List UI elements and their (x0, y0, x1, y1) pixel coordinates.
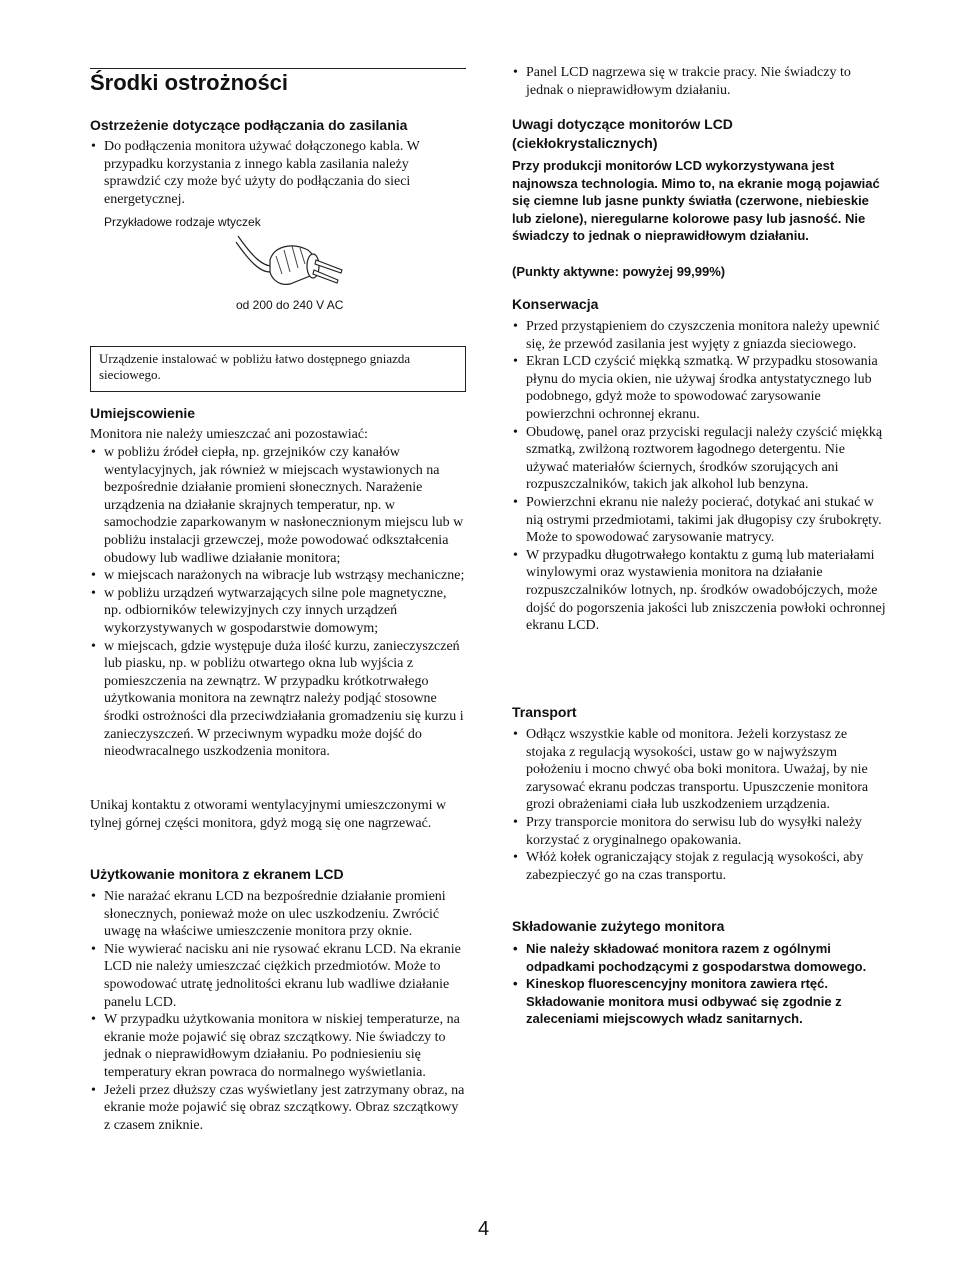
install-note-box: Urządzenie instalować w pobliżu łatwo dostępnego gniazda sieciowego. (90, 346, 466, 392)
transport-list (512, 726, 888, 884)
page-title: Środki ostrożności (90, 70, 289, 95)
list-item: • Włóż kołek ograniczający stojak z regulacją wysokości, aby zabezpieczyć go na czas transportu. (512, 849, 888, 884)
maintenance-heading: Konserwacja (512, 296, 599, 312)
page-number: 4 (478, 1218, 490, 1240)
lcd-notes-heading-2: (ciekłokrystalicznych) (512, 135, 658, 151)
list-item: • W przypadku użytkowania monitora w niskiej temperaturze, na ekranie może pojawić się obraz szczątkowy. Nie świadczy to jednak o nieprawidłowym działaniu. Po podniesieniu się temperatury ekran powraca do normalnego wyświetlania. (90, 1011, 466, 1081)
title-rule (90, 68, 466, 69)
maintenance-list (512, 318, 888, 635)
list-item: • Nie należy składować monitora razem z ogólnymi odpadkami pochodzącymi z gospodarstwa domowego. (512, 940, 888, 975)
list-item: • Jeżeli przez dłuższy czas wyświetlany jest zatrzymany obraz, na ekranie może pojawić się obraz szczątkowy. Obraz szczątkowy z czasem zniknie. (90, 1082, 466, 1135)
plug-caption: Przykładowe rodzaje wtyczek (104, 215, 261, 229)
list-item: • Powierzchni ekranu nie należy pocierać, dotykać ani stukać w nią ostrymi przedmiotami, takimi jak długopisy czy śrubokręty. Może to spowodować zarysowanie matrycy. (512, 494, 888, 547)
list-item: • Nie wywierać nacisku ani nie rysować ekranu LCD. Na ekranie LCD nie należy umieszczać ciężkich przedmiotów. Może to spowodować utratę jednolitości ekranu lub wadliwe działanie panelu LCD. (90, 941, 466, 1011)
lcd-notes-bold-text: Przy produkcji monitorów LCD wykorzystywana jest najnowsza technologia. Mimo to, na ekranie mogą pojawiać się ciemne lub jasne punkty światła (czerwone, niebieskie lub zielone), nieregularne kolorowe pasy lub jasność. Nie świadczy to jednak o nieprawidłowym działaniu. (512, 158, 880, 244)
lcd-notes-heading-1: Uwagi dotyczące monitorów LCD (512, 116, 733, 132)
list-item: • Kineskop fluorescencyjny monitora zawiera rtęć. Składowanie monitora musi odbywać się zgodnie z zaleceniami miejscowych władz sanitarnych. (512, 975, 888, 1028)
list-item: • Panel LCD nagrzewa się w trakcie pracy. Nie świadczy to jednak o nieprawidłowym działaniu. (512, 64, 888, 99)
list-item: • Nie narażać ekranu LCD na bezpośrednie działanie promieni słonecznych, ponieważ może on ulec uszkodzeniu. Zwrócić uwagę na właściwe umieszczenie monitora przy oknie. (90, 888, 466, 941)
lcd-use-heading: Użytkowanie monitora z ekranem LCD (90, 866, 344, 882)
list-item: • Do podłączenia monitora używać dołączonego kabla. W przypadku korzystania z innego kabla zasilania należy sprawdzić czy może być użyty do podłączania do sieci energetycznej. (90, 138, 466, 208)
list-item: • w pobliżu urządzeń wytwarzających silne pole magnetyczne, np. odbiorników telewizyjnych czy innych urządzeń wykorzystywanych w gospodarstwie domowym; (90, 585, 466, 638)
voltage-label: od 200 do 240 V AC (236, 298, 344, 312)
list-item: • W przypadku długotrwałego kontaktu z gumą lub materiałami winylowymi oraz wystawienia monitora na działanie rozpuszczalników lotnych, np. środków owadobójczych, może dojść do pogorszenia jakości lub zniszczenia powłoki ochronnej ekranu LCD. (512, 547, 888, 635)
list-item: • Odłącz wszystkie kable od monitora. Jeżeli korzystasz ze stojaka z regulacją wysokości, ustaw go w najwyższym położeniu i mocno chwyć oba boki monitora. Uważaj, by nie zarysować ekranu podczas transportu. Upuszczenie monitora grozi obrażeniami ciała lub uszkodzeniem urządzenia. (512, 726, 888, 814)
power-list (90, 138, 466, 208)
list-item: • Ekran LCD czyścić miękką szmatką. W przypadku stosowania płynu do mycia okien, nie używaj środka antystatycznego lub podobnego, gdyż może to spowodować zarysowanie powierzchni ochronnej ekranu. (512, 353, 888, 423)
power-heading: Ostrzeżenie dotyczące podłączania do zasilania (90, 117, 408, 133)
location-outro: Unikaj kontaktu z otworami wentylacyjnymi umieszczonymi w tylnej górnej części monitora, gdyż mogą się one nagrzewać. (90, 798, 447, 831)
list-item: • w miejscach, gdzie występuje duża ilość kurzu, zanieczyszczeń lub piasku, np. w pobliżu otwartego okna lub wyjścia z pomieszczenia na zewnątrz. W przypadku krótkotrwałego użytkowania monitora na zewnątrz należy podjąć stosowne środki ostrożności dla przeciwdziałania gromadzeniu się kurzu i zanieczyszczeń. W przeciwnym wypadku może dojść do nieodwracalnego uszkodzenia monitora. (90, 638, 466, 761)
list-item: • Obudowę, panel oraz przyciski regulacji należy czyścić miękką szmatką, zwilżoną roztworem łagodnego detergentu. Nie używać materiałów ściernych, środków szorujących ani rozpuszczalników, takich jak alkohol lub benzyna. (512, 424, 888, 494)
location-list (90, 444, 466, 761)
list-item: • Przy transporcie monitora do serwisu lub do wysyłki należy korzystać z oryginalnego opakowania. (512, 814, 888, 849)
transport-heading: Transport (512, 704, 577, 720)
list-item: • w miejscach narażonych na wibracje lub wstrząsy mechaniczne; (90, 567, 466, 585)
location-intro: Monitora nie należy umieszczać ani pozostawiać: (90, 427, 368, 442)
disposal-list (512, 940, 888, 1028)
lcd-notes-active-points: (Punkty aktywne: powyżej 99,99%) (512, 264, 726, 279)
lcd-use-list (90, 888, 466, 1134)
list-item: • w pobliżu źródeł ciepła, np. grzejników czy kanałów wentylacyjnych, jak również w miejscach wystawionych na bezpośrednie działanie promieni słonecznych. Narażenie urządzenia na działanie skrajnych temperatur, np. w samochodzie zaparkowanym w nasłonecznionym miejscu lub w pobliżu instalacji grzewczej, może powodować odkształcenia obudowy lub wadliwe działanie monitora; (90, 444, 466, 567)
disposal-heading: Składowanie zużytego monitora (512, 918, 725, 934)
plug-illustration (230, 232, 350, 292)
list-item: • Przed przystąpieniem do czyszczenia monitora należy upewnić się, że przewód zasilania jest wyjęty z gniazda sieciowego. (512, 318, 888, 353)
top-right-list (512, 64, 888, 99)
location-heading: Umiejscowienie (90, 405, 196, 421)
